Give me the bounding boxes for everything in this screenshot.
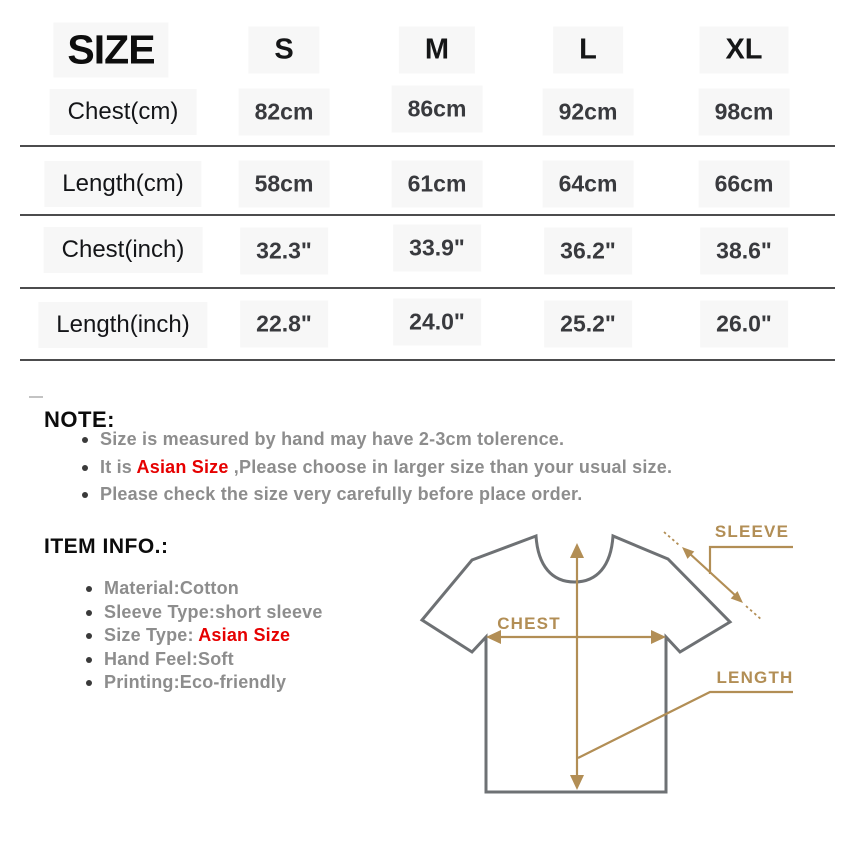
- text-segment: Sleeve Type:short sleeve: [104, 601, 323, 622]
- note-heading: NOTE:: [44, 407, 115, 432]
- sleeve-callout-line: [710, 547, 793, 574]
- bullet-icon: [86, 610, 92, 616]
- chest-label: CHEST: [497, 614, 561, 633]
- bullet-text: [100, 429, 564, 450]
- bullet-text: [104, 649, 234, 670]
- table-divider: [20, 359, 835, 361]
- bullet-text: [100, 484, 582, 505]
- length-label: LENGTH: [716, 668, 794, 687]
- table-cell: 24.0": [393, 299, 481, 346]
- list-item: [86, 625, 323, 649]
- list-item: [82, 429, 672, 457]
- item-info-heading: ITEM INFO.:: [44, 535, 169, 558]
- bullet-text: [104, 625, 290, 646]
- column-header-xl: XL: [699, 27, 788, 74]
- table-cell: 58cm: [239, 161, 330, 208]
- table-divider: [20, 287, 835, 289]
- bullet-icon: [82, 465, 88, 471]
- bullet-text: [100, 457, 672, 478]
- dotted-extension: [746, 606, 762, 620]
- text-segment: Printing:Eco-friendly: [104, 672, 287, 693]
- size-diagram: [410, 510, 850, 820]
- text-segment: It is: [100, 456, 137, 477]
- bullet-icon: [86, 586, 92, 592]
- row-label-length-cm: Length(cm): [44, 161, 201, 207]
- text-segment: Material:Cotton: [104, 578, 239, 598]
- table-cell: 86cm: [392, 86, 483, 133]
- dotted-extension: [664, 532, 679, 545]
- table-divider: [20, 214, 835, 216]
- row-label-length-inch: Length(inch): [38, 302, 207, 348]
- bullet-icon: [86, 657, 92, 663]
- table-cell: 33.9": [393, 225, 481, 272]
- table-cell: 82cm: [239, 89, 330, 136]
- list-item: [86, 578, 323, 602]
- bullet-icon: [86, 633, 92, 639]
- table-cell: 26.0": [700, 301, 788, 348]
- table-divider: [20, 145, 835, 147]
- item-info-list: [86, 578, 323, 696]
- note-list: [82, 429, 672, 512]
- column-header-s: S: [248, 27, 319, 74]
- text-segment: Size Type:: [104, 625, 199, 646]
- list-item: [86, 672, 323, 696]
- list-item: [82, 457, 672, 485]
- list-item: [86, 649, 323, 673]
- column-header-l: L: [553, 27, 623, 74]
- table-cell: 38.6": [700, 228, 788, 275]
- bullet-text: [104, 602, 323, 623]
- table-cell: 98cm: [699, 89, 790, 136]
- table-cell: 36.2": [544, 228, 632, 275]
- list-item: [82, 484, 672, 512]
- table-cell: 64cm: [543, 161, 634, 208]
- arrowhead-icon: [570, 543, 584, 558]
- table-cell: 25.2": [544, 301, 632, 348]
- text-segment: Please check the size very carefully before place order.: [100, 484, 583, 504]
- table-title: SIZE: [53, 23, 168, 78]
- table-cell: 61cm: [392, 161, 483, 208]
- bullet-icon: [82, 492, 88, 498]
- table-cell: 66cm: [699, 161, 790, 208]
- table-cell: 32.3": [240, 228, 328, 275]
- column-header-m: M: [399, 27, 475, 74]
- text-segment: ,Please choose in larger size than your usual size.: [228, 456, 673, 477]
- bullet-text: [104, 578, 239, 599]
- highlight-red: Asian Size: [136, 456, 229, 477]
- bullet-icon: [82, 437, 88, 443]
- table-cell: 92cm: [543, 89, 634, 136]
- bullet-text: [104, 672, 286, 693]
- highlight-red: Asian Size: [198, 625, 291, 646]
- sleeve-label: SLEEVE: [714, 522, 790, 541]
- table-cell: 22.8": [240, 301, 328, 348]
- stray-mark: [29, 396, 43, 398]
- text-segment: Hand Feel:Soft: [104, 648, 234, 669]
- row-label-chest-cm: Chest(cm): [50, 89, 197, 135]
- text-segment: Size is measured by hand may have 2-3cm tolerence.: [100, 429, 565, 449]
- bullet-icon: [86, 680, 92, 686]
- row-label-chest-inch: Chest(inch): [44, 227, 203, 273]
- list-item: [86, 602, 323, 626]
